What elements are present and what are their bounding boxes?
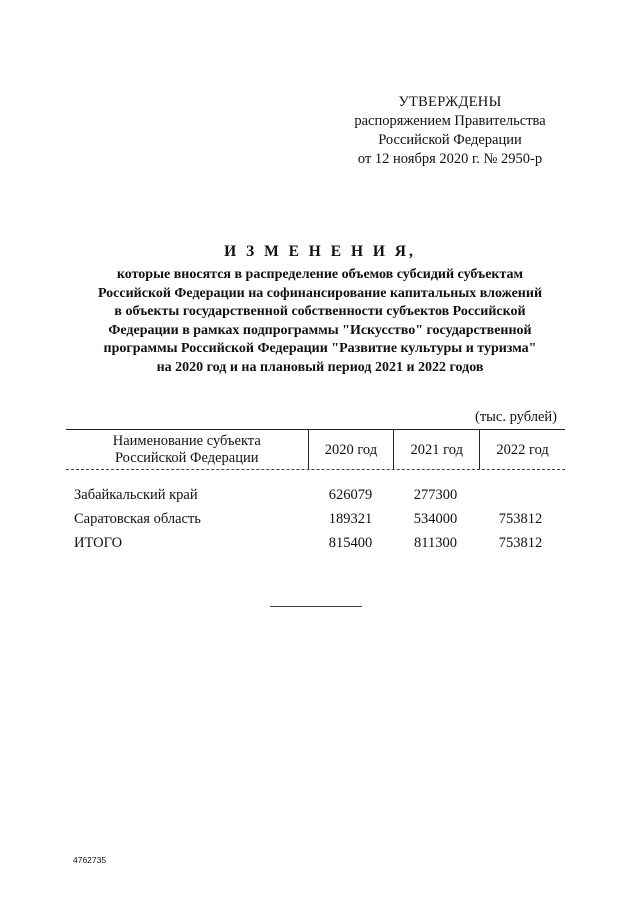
table-row-total	[66, 531, 565, 555]
cell-subject: Саратовская область	[74, 510, 201, 527]
cell-2020: 815400	[328, 534, 373, 551]
header-dashed-rule	[66, 469, 565, 470]
header-2020: 2020 год	[308, 430, 394, 470]
cell-2021: 811300	[414, 534, 457, 551]
table-body	[66, 483, 565, 555]
header-2021: 2021 год	[393, 430, 479, 470]
header-subject-line1: Наименование субъекта	[112, 433, 261, 449]
cell-2021: 534000	[413, 510, 458, 527]
approval-line-date: от 12 ноября 2020 г. № 2950-р	[357, 151, 543, 167]
header-subject-line2: Российской Федерации	[114, 450, 259, 466]
approval-line-authority: распоряжением Правительства	[354, 113, 546, 129]
cell-2020: 626079	[328, 486, 373, 503]
cell-2022: 753812	[498, 534, 543, 551]
approval-block	[340, 93, 560, 169]
cell-subject: ИТОГО	[74, 534, 123, 551]
subtitle-line: Российской Федерации на софинансирование капитальных вложений	[97, 285, 543, 301]
units-label: (тыс. рублей)	[475, 409, 557, 425]
cell-2022: 753812	[498, 510, 543, 527]
subtitle-line: которые вносятся в распределение объемов субсидий субъектам	[116, 267, 524, 282]
subtitle-line: в объекты государственной собственности субъектов Российской	[114, 304, 526, 319]
document-number: 4762735	[73, 855, 107, 865]
table-row	[66, 483, 565, 507]
subtitle-line: Федерации в рамках подпрограммы "Искусство" государственной	[108, 322, 532, 338]
subtitle-line: программы Российской Федерации "Развитие культуры и туризма"	[103, 341, 537, 356]
header-2022: 2022 год	[479, 430, 565, 470]
approval-line-country: Российской Федерации	[378, 132, 522, 148]
approval-heading: УТВЕРЖДЕНЫ	[398, 94, 502, 110]
document-title: И З М Е Н Е Н И Я,	[224, 243, 416, 260]
document-subtitle	[70, 266, 570, 377]
subsidies-table	[66, 429, 565, 555]
subtitle-line: на 2020 год и на плановый период 2021 и 2022 годов	[156, 359, 484, 375]
header-subject-name	[66, 430, 308, 470]
cell-subject: Забайкальский край	[74, 486, 198, 503]
cell-2021: 277300	[413, 486, 458, 503]
table-header	[66, 430, 565, 470]
table-row	[66, 507, 565, 531]
end-of-document-rule	[270, 606, 362, 607]
cell-2020: 189321	[328, 510, 373, 527]
